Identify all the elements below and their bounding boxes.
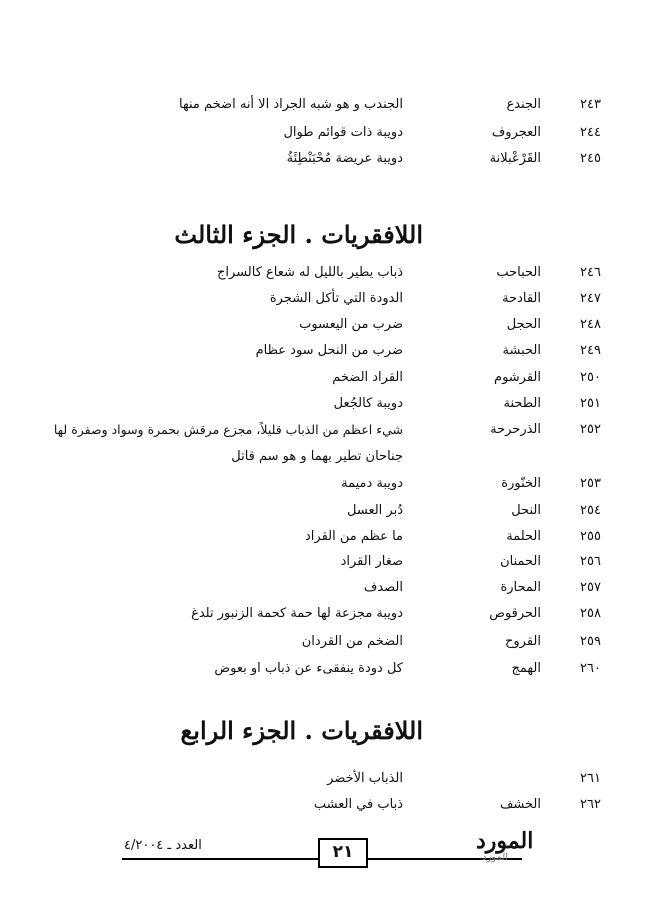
entry-number: ٢٤٩ xyxy=(580,343,601,358)
entry-number: ٢٥٨ xyxy=(580,606,601,621)
entry-number: ٢٥٧ xyxy=(580,580,601,595)
entry-number: ٢٦٠ xyxy=(580,661,601,676)
entry-word: الحلمة xyxy=(506,529,541,544)
entry-number: ٢٥٦ xyxy=(580,554,601,569)
page-number-box xyxy=(318,838,368,868)
entry-description: الصدف xyxy=(363,580,403,595)
section-heading: اللافقريات . الجزء الثالث xyxy=(174,220,423,249)
entry-number: ٢٥٤ xyxy=(580,503,601,518)
entry-word: الحجل xyxy=(506,317,541,332)
entry-description: ذباب في العشب xyxy=(313,797,403,812)
entry-word: الخشف xyxy=(499,797,541,812)
entry-number: ٢٥٢ xyxy=(580,422,601,437)
entry-word: الهمج xyxy=(511,661,541,676)
entry-number: ٢٥٥ xyxy=(580,529,601,544)
entry-description: ضرب من اليعسوب xyxy=(299,317,403,332)
section-heading: اللافقريات . الجزء الرابع xyxy=(180,716,423,745)
entry-number: ٢٤٦ xyxy=(580,265,601,280)
entry-word: القرشوم xyxy=(494,370,541,385)
entry-description: دويبة عريضة مُحْبَنْطِئَةُ xyxy=(286,151,403,166)
entry-word: القادحة xyxy=(502,291,541,306)
entry-description: الضخم من القردان xyxy=(301,634,403,649)
entry-word: الذرحرحة xyxy=(490,422,541,437)
entry-number: ٢٥٩ xyxy=(580,634,601,649)
entry-word: الحباحب xyxy=(496,265,541,280)
entry-word: النحل xyxy=(511,503,541,518)
magazine-logo: المورد xyxy=(476,828,534,854)
entry-number: ٢٤٤ xyxy=(580,125,601,140)
entry-description: الدودة التي تأكل الشجرة xyxy=(269,291,403,306)
entry-description: دويبة ذات قوائم طوال xyxy=(283,125,403,140)
entry-description: دُبر العسل xyxy=(347,503,403,518)
entry-word: الحرقوص xyxy=(489,606,541,621)
entry-word: القروح xyxy=(505,634,541,649)
entry-word: الحبشة xyxy=(502,343,541,358)
entry-description: صغار القراد xyxy=(340,554,403,569)
entry-number: ٢٤٥ xyxy=(580,151,601,166)
entry-description: دويبة مجزعة لها حمة كحمة الزنبور تلدغ xyxy=(191,606,403,621)
entry-description: ما عظم من القراد xyxy=(305,529,403,544)
entry-word: الحمنان xyxy=(500,554,541,569)
magazine-logo-reflection: المورد xyxy=(482,852,509,863)
entry-description: ذباب يطير بالليل له شعاع كالسراج xyxy=(217,265,403,280)
entry-number: ٢٦٢ xyxy=(580,797,601,812)
entry-description: دويبة دميمة xyxy=(341,476,403,491)
entry-word: الجندع xyxy=(506,97,541,112)
entry-description-continued: جناحان تطير بهما و هو سم قاتل xyxy=(231,449,403,464)
entry-description: كل دودة ينفقىء عن ذباب او بعوض xyxy=(214,661,403,676)
entry-description: ضرب من النحل سود عظام xyxy=(255,343,403,358)
entry-description: شيء اعظم من الذباب قليلاً، مجزع مرقش بحمرة وسواد وصفرة لها xyxy=(53,422,403,437)
issue-label: العدد ـ ٤/٢٠٠٤ xyxy=(124,838,202,853)
entry-number: ٢٦١ xyxy=(580,771,601,786)
entry-number: ٢٥٠ xyxy=(580,370,601,385)
page-number: ٢١ xyxy=(332,842,354,862)
entry-word: الطحنة xyxy=(503,396,541,411)
entry-number: ٢٥١ xyxy=(580,396,601,411)
entry-word: العجروف xyxy=(491,125,541,140)
entry-number: ٢٤٨ xyxy=(580,317,601,332)
entry-word: الخنّورة xyxy=(501,476,541,491)
entry-word: القَرْعْبلانة xyxy=(489,151,541,166)
entry-description: الجندب و هو شبه الجراد الا أنه اضخم منها xyxy=(179,97,403,112)
entry-word: المحارة xyxy=(500,580,541,595)
entry-description: القراد الضخم xyxy=(332,370,403,385)
entry-number: ٢٤٧ xyxy=(580,291,601,306)
entry-description: دويبة كالجُعل xyxy=(333,396,403,411)
entry-number: ٢٤٣ xyxy=(580,97,601,112)
entry-number: ٢٥٣ xyxy=(580,476,601,491)
entry-description: الذباب الأخضر xyxy=(327,771,403,786)
